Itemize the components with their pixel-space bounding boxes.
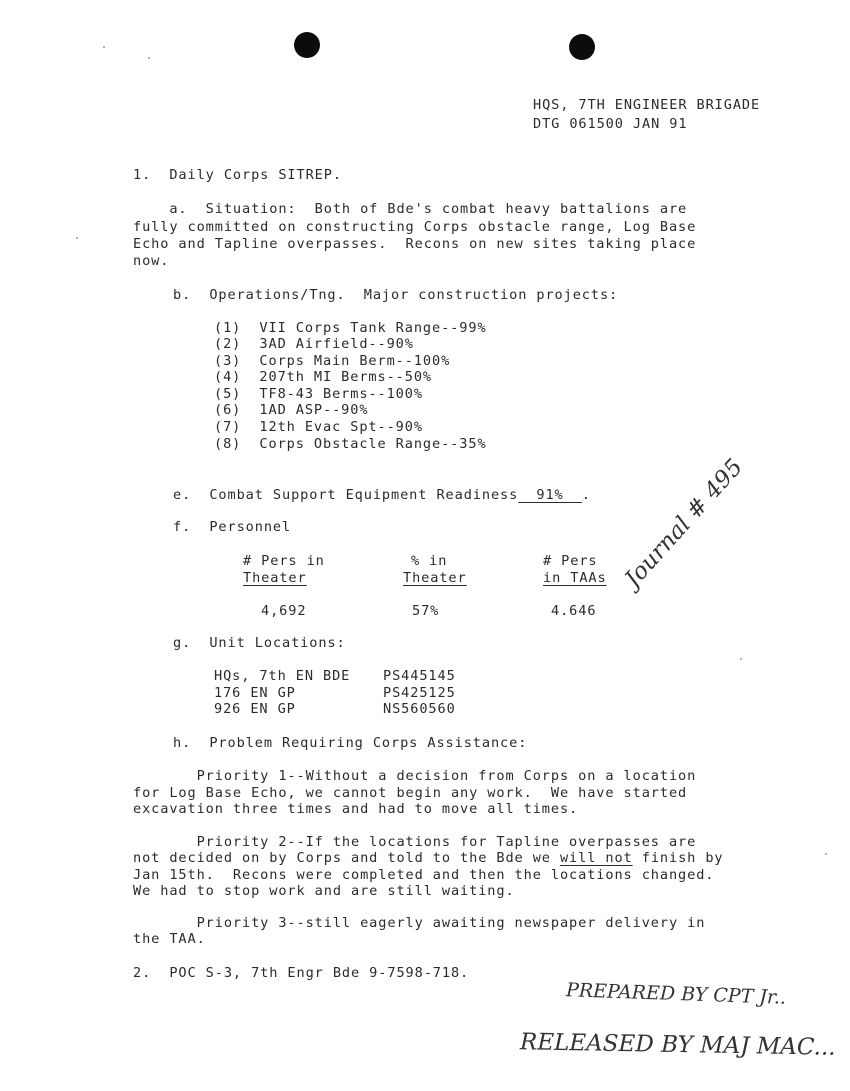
priority-2-line: Jan 15th. Recons were completed and then the locations changed. bbox=[133, 867, 715, 883]
situation-line-1: a. Situation: Both of Bde's combat heavy battalions are bbox=[133, 201, 688, 217]
readiness-label: e. Combat Support Equipment Readiness bbox=[173, 487, 519, 503]
location-grid: PS445145 bbox=[383, 668, 456, 684]
scan-speck bbox=[76, 237, 78, 239]
punch-hole-left bbox=[294, 32, 320, 58]
priority-2-line: Priority 2--If the locations for Tapline overpasses are bbox=[133, 834, 697, 850]
personnel-heading: f. Personnel bbox=[173, 519, 292, 535]
readiness-end: . bbox=[581, 487, 591, 503]
personnel-col2-value: 57% bbox=[412, 603, 440, 619]
priority-1-line: for Log Base Echo, we cannot begin any work. We have started bbox=[133, 785, 688, 801]
scan-speck bbox=[825, 853, 827, 855]
prepared-by-annotation: PREPARED BY CPT Jr.. bbox=[565, 979, 787, 1009]
personnel-col2-header: % in bbox=[411, 553, 448, 569]
operations-heading: b. Operations/Tng. Major construction projects: bbox=[173, 287, 619, 303]
personnel-col3-header: # Pers bbox=[543, 553, 598, 569]
paragraph-1-title: 1. Daily Corps SITREP. bbox=[133, 167, 342, 183]
problem-heading: h. Problem Requiring Corps Assistance: bbox=[173, 735, 528, 751]
priority-2-line: We had to stop work and are still waiting. bbox=[133, 883, 515, 899]
priority-2-line bbox=[133, 850, 724, 866]
readiness-value: 91% bbox=[518, 487, 582, 503]
priority-1-line: Priority 1--Without a decision from Corps on a location bbox=[133, 768, 697, 784]
location-grid: NS560560 bbox=[383, 701, 456, 717]
personnel-col3-subheader: in TAAs bbox=[543, 570, 607, 586]
header-dtg: DTG 061500 JAN 91 bbox=[533, 116, 688, 132]
personnel-col1-header: # Pers in bbox=[243, 553, 325, 569]
personnel-col2-subheader: Theater bbox=[403, 570, 467, 586]
personnel-col1-value: 4,692 bbox=[261, 603, 307, 619]
released-by-annotation: RELEASED BY MAJ MAC... bbox=[519, 1029, 836, 1061]
location-unit: 176 EN GP bbox=[214, 685, 296, 701]
situation-line-4: now. bbox=[133, 253, 170, 269]
unit-locations-heading: g. Unit Locations: bbox=[173, 635, 346, 651]
priority-2-text-b: finish by bbox=[632, 850, 724, 866]
project-item: (1) VII Corps Tank Range--99% bbox=[214, 320, 487, 336]
situation-line-2: fully committed on constructing Corps obstacle range, Log Base bbox=[133, 219, 697, 235]
header-unit: HQS, 7TH ENGINEER BRIGADE bbox=[533, 97, 761, 113]
journal-annotation: Journal # 495 bbox=[620, 454, 749, 593]
project-item: (3) Corps Main Berm--100% bbox=[214, 353, 451, 369]
location-unit: HQs, 7th EN BDE bbox=[214, 668, 351, 684]
priority-2-text-a: not decided on by Corps and told to the Bde we bbox=[133, 850, 560, 866]
poc-line: 2. POC S-3, 7th Engr Bde 9-7598-718. bbox=[133, 965, 470, 981]
location-unit: 926 EN GP bbox=[214, 701, 296, 717]
project-item: (2) 3AD Airfield--90% bbox=[214, 336, 414, 352]
priority-1-line: excavation three times and had to move all times. bbox=[133, 801, 579, 817]
project-item: (8) Corps Obstacle Range--35% bbox=[214, 436, 487, 452]
priority-3-line: the TAA. bbox=[133, 931, 206, 947]
personnel-col3-value: 4.646 bbox=[551, 603, 597, 619]
project-item: (7) 12th Evac Spt--90% bbox=[214, 419, 423, 435]
personnel-col1-subheader: Theater bbox=[243, 570, 307, 586]
project-item: (6) 1AD ASP--90% bbox=[214, 402, 369, 418]
readiness-line bbox=[173, 487, 591, 503]
punch-hole-right bbox=[569, 34, 595, 60]
scan-speck bbox=[740, 658, 742, 660]
priority-3-line: Priority 3--still eagerly awaiting newspaper delivery in bbox=[133, 915, 706, 931]
scan-speck bbox=[148, 57, 150, 59]
scan-speck bbox=[103, 46, 105, 48]
location-grid: PS425125 bbox=[383, 685, 456, 701]
situation-line-3: Echo and Tapline overpasses. Recons on new sites taking place bbox=[133, 236, 697, 252]
project-item: (5) TF8-43 Berms--100% bbox=[214, 386, 423, 402]
priority-2-underlined: will not bbox=[559, 850, 633, 866]
project-item: (4) 207th MI Berms--50% bbox=[214, 369, 433, 385]
